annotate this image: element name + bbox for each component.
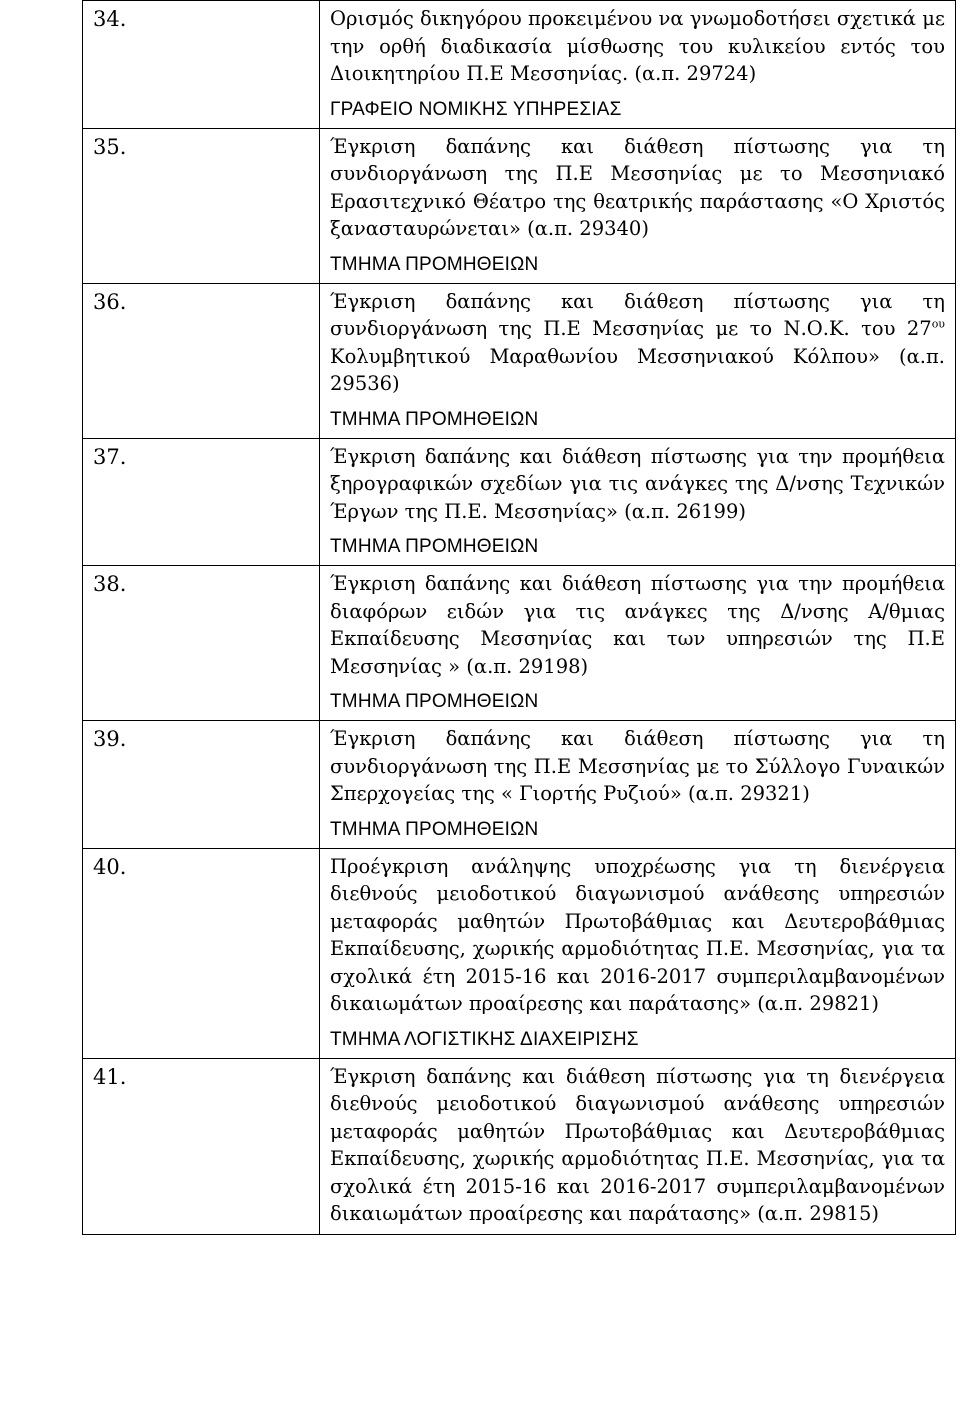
- item-number: 39.: [83, 721, 320, 849]
- item-content: [320, 128, 956, 283]
- agenda-table: [82, 0, 956, 1235]
- agenda-row: [83, 848, 956, 1058]
- item-department: ΤΜΗΜΑ ΠΡΟΜΗΘΕΙΩΝ: [330, 253, 539, 275]
- item-content: [320, 721, 956, 849]
- item-number: 40.: [83, 848, 320, 1058]
- item-department: ΤΜΗΜΑ ΠΡΟΜΗΘΕΙΩΝ: [330, 691, 539, 712]
- agenda-row: [83, 128, 956, 283]
- item-number: 38.: [83, 566, 320, 721]
- item-content: [320, 438, 956, 566]
- item-subject: Ορισμός δικηγόρου προκειμένου να γνωμοδοτήσει σχετικά με την ορθή διαδικασία μίσθωσης του κυλικείου εντός του Διοικητηρίου Π.Ε Μεσσηνίας. (α.π. 29724): [330, 7, 945, 85]
- item-subject-text: Κολυμβητικού Μαραθωνίου Μεσσηνιακού Κόλπου» (α.π. 29536): [330, 344, 945, 395]
- item-number: 41.: [83, 1058, 320, 1234]
- item-subject: Έγκριση δαπάνης και διάθεση πίστωσης για τη συνδιοργάνωση της Π.Ε Μεσσηνίας με το Μεσσηνιακό Ερασιτεχνικό Θέατρο της θεατρικής παράστασης «Ο Χριστός ξανασταυρώνεται» (α.π. 29340): [330, 134, 945, 240]
- agenda-row: [83, 1, 956, 129]
- item-number: 35.: [83, 128, 320, 283]
- item-subject: Έγκριση δαπάνης και διάθεση πίστωσης για τη συνδιοργάνωση της Π.Ε Μεσσηνίας με το Σύλλογο Γυναικών Σπερχογείας της « Γιορτής Ρυζιού» (α.π. 29321): [330, 727, 945, 805]
- item-subject: [330, 288, 945, 398]
- item-number: 36.: [83, 283, 320, 438]
- item-department: ΤΜΗΜΑ ΠΡΟΜΗΘΕΙΩΝ: [330, 536, 539, 557]
- agenda-row: [83, 283, 956, 438]
- item-subject: Έγκριση δαπάνης και διάθεση πίστωσης για την προμήθεια διαφόρων ειδών για τις ανάγκες της Δ/νσης Α/θμιας Εκπαίδευσης Μεσσηνίας και των υπηρεσιών της Π.Ε Μεσσηνίας » (α.π. 29198): [330, 572, 945, 678]
- item-department: ΤΜΗΜΑ ΠΡΟΜΗΘΕΙΩΝ: [330, 818, 539, 840]
- item-department: ΓΡΑΦΕΙΟ ΝΟΜΙΚΗΣ ΥΠΗΡΕΣΙΑΣ: [330, 98, 622, 120]
- agenda-row: [83, 1058, 956, 1234]
- item-subject-text: Έγκριση δαπάνης και διάθεση πίστωσης για τη συνδιοργάνωση της Π.Ε Μεσσηνίας με το Ν.Ο.Κ. του 27: [330, 289, 945, 340]
- item-number: 34.: [83, 1, 320, 129]
- item-content: [320, 566, 956, 721]
- item-department: ΤΜΗΜΑ ΛΟΓΙΣΤΙΚΗΣ ΔΙΑΧΕΙΡΙΣΗΣ: [330, 1028, 639, 1050]
- item-department: ΤΜΗΜΑ ΠΡΟΜΗΘΕΙΩΝ: [330, 408, 539, 430]
- agenda-row: [83, 566, 956, 721]
- item-content: [320, 848, 956, 1058]
- agenda-row: [83, 721, 956, 849]
- item-subject: Έγκριση δαπάνης και διάθεση πίστωσης για την προμήθεια ξηρογραφικών σχεδίων για τις ανάγκες της Δ/νσης Τεχνικών Έργων της Π.Ε. Μεσσηνίας» (α.π. 26199): [330, 444, 945, 523]
- item-content: [320, 1, 956, 129]
- item-content: [320, 283, 956, 438]
- agenda-row: [83, 438, 956, 566]
- item-number: 37.: [83, 438, 320, 566]
- ordinal-suffix: ου: [931, 317, 945, 331]
- item-subject: Προέγκριση ανάληψης υποχρέωσης για τη διενέργεια διεθνούς μειοδοτικού διαγωνισμού ανάθεσης υπηρεσιών μεταφοράς μαθητών Πρωτοβάθμιας και Δευτεροβάθμιας Εκπαίδευσης, χωρικής αρμοδιότητας Π.Ε. Μεσσηνίας, για τα σχολικά έτη 2015-16 και 2016-2017 συμπεριλαμβανομένων δικαιωμάτων προαίρεσης και παράτασης» (α.π. 29821): [330, 854, 945, 1015]
- item-subject: Έγκριση δαπάνης και διάθεση πίστωσης για τη διενέργεια διεθνούς μειοδοτικού διαγωνισμού ανάθεσης υπηρεσιών μεταφοράς μαθητών Πρωτοβάθμιας και Δευτεροβάθμιας Εκπαίδευσης, χωρικής αρμοδιότητας Π.Ε. Μεσσηνίας, για τα σχολικά έτη 2015-16 και 2016-2017 συμπεριλαμβανομένων δικαιωμάτων προαίρεσης και παράτασης» (α.π. 29815): [330, 1064, 945, 1225]
- item-content: [320, 1058, 956, 1234]
